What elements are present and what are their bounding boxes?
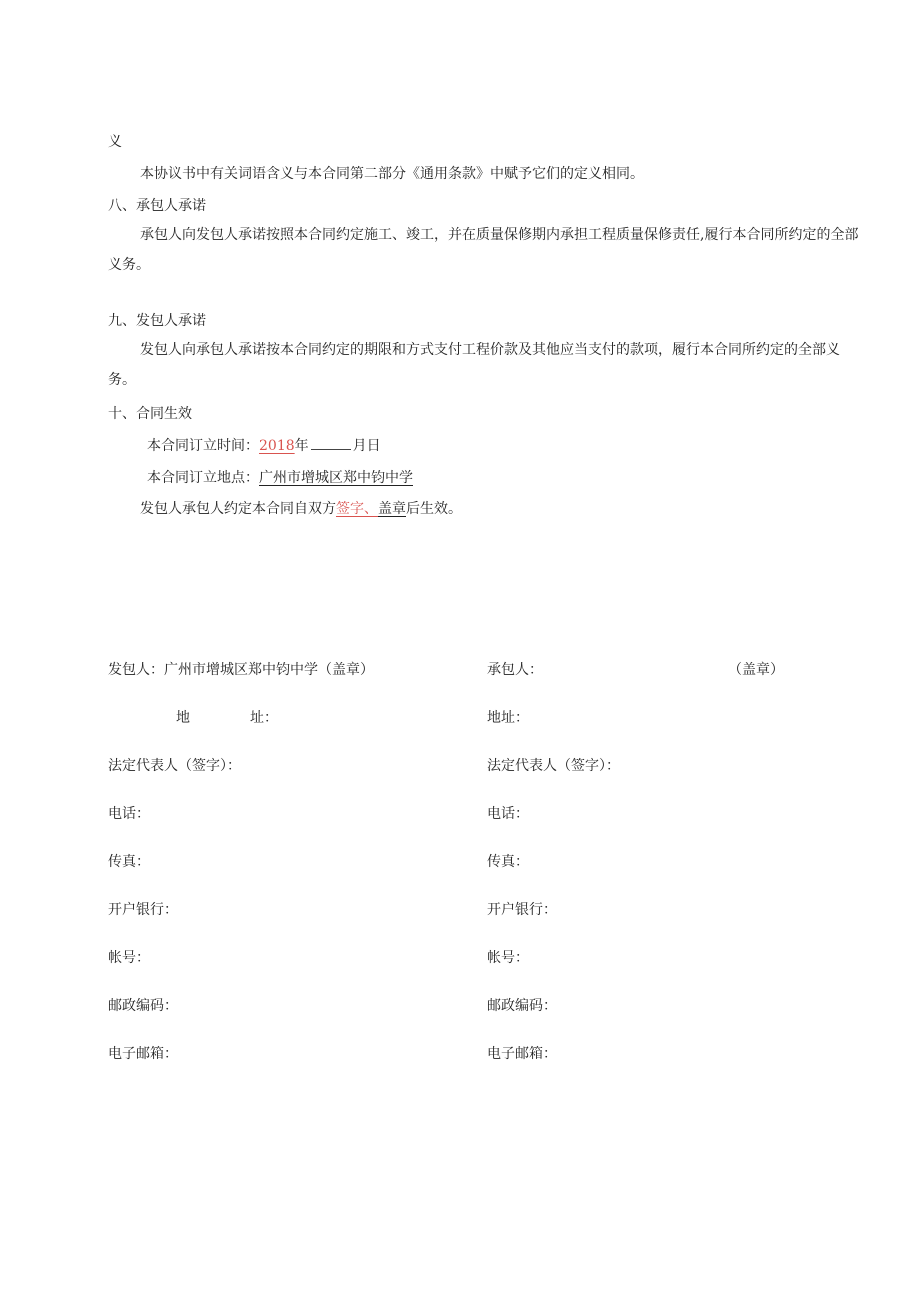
contractor-phone: 电话：: [487, 806, 529, 822]
employer-account: 帐号：: [108, 950, 150, 966]
signing-place: 广州市增城区郑中钧中学: [259, 470, 413, 486]
contractor-party: 承包人：: [487, 662, 543, 678]
signing-time-line: [147, 435, 381, 455]
employer-fax: 传真：: [108, 854, 150, 870]
contractor-email: 电子邮箱：: [487, 1046, 557, 1062]
employer-address-label-b: 址：: [250, 710, 278, 726]
section-10-heading: 十、合同生效: [108, 406, 192, 422]
signing-place-label: 本合同订立地点：: [147, 470, 259, 486]
effect-line: [140, 498, 462, 518]
section-9-heading: 九、发包人承诺: [108, 313, 206, 329]
section-9-body: 发包人向承包人承诺按本合同约定的期限和方式支付工程价款及其他应当支付的款项，履行本合同所约定的全部义务。: [108, 342, 840, 388]
employer-email: 电子邮箱：: [108, 1046, 178, 1062]
effect-seal: 盖章: [378, 501, 406, 517]
contractor-seal: （盖章）: [728, 662, 784, 678]
employer-bank: 开户银行：: [108, 902, 178, 918]
employer-postcode: 邮政编码：: [108, 998, 178, 1014]
employer-rep: 法定代表人（签字）：: [108, 758, 241, 774]
month-blank: [311, 437, 351, 450]
signing-month-day: 月日: [352, 438, 381, 454]
contractor-postcode: 邮政编码：: [487, 998, 557, 1014]
contractor-rep: 法定代表人（签字）：: [487, 758, 620, 774]
contractor-address: 地址：: [487, 710, 529, 726]
effect-prefix: 发包人承包人约定本合同自双方: [140, 501, 336, 517]
employer-party: 发包人：广州市增城区郑中钧中学（盖章）: [108, 662, 374, 678]
text-fragment: 义: [108, 134, 122, 150]
contractor-account: 帐号：: [487, 950, 529, 966]
section-8-body: 承包人向发包人承诺按照本合同约定施工、竣工，并在质量保修期内承担工程质量保修责任,履行本合同所约定的全部义务。: [108, 227, 859, 273]
signing-place-line: [147, 467, 413, 487]
signing-year: 2018: [259, 438, 295, 454]
effect-suffix: 后生效。: [406, 501, 462, 517]
employer-address-label-a: 地: [176, 710, 190, 726]
contractor-bank: 开户银行：: [487, 902, 557, 918]
definitions-paragraph: 本协议书中有关词语含义与本合同第二部分《通用条款》中赋予它们的定义相同。: [140, 166, 644, 182]
signing-year-suffix: 年: [294, 438, 309, 454]
section-8-heading: 八、承包人承诺: [108, 198, 206, 214]
signing-time-label: 本合同订立时间：: [147, 438, 259, 454]
employer-phone: 电话：: [108, 806, 150, 822]
effect-sign: 签字、: [336, 501, 378, 517]
contractor-fax: 传真：: [487, 854, 529, 870]
